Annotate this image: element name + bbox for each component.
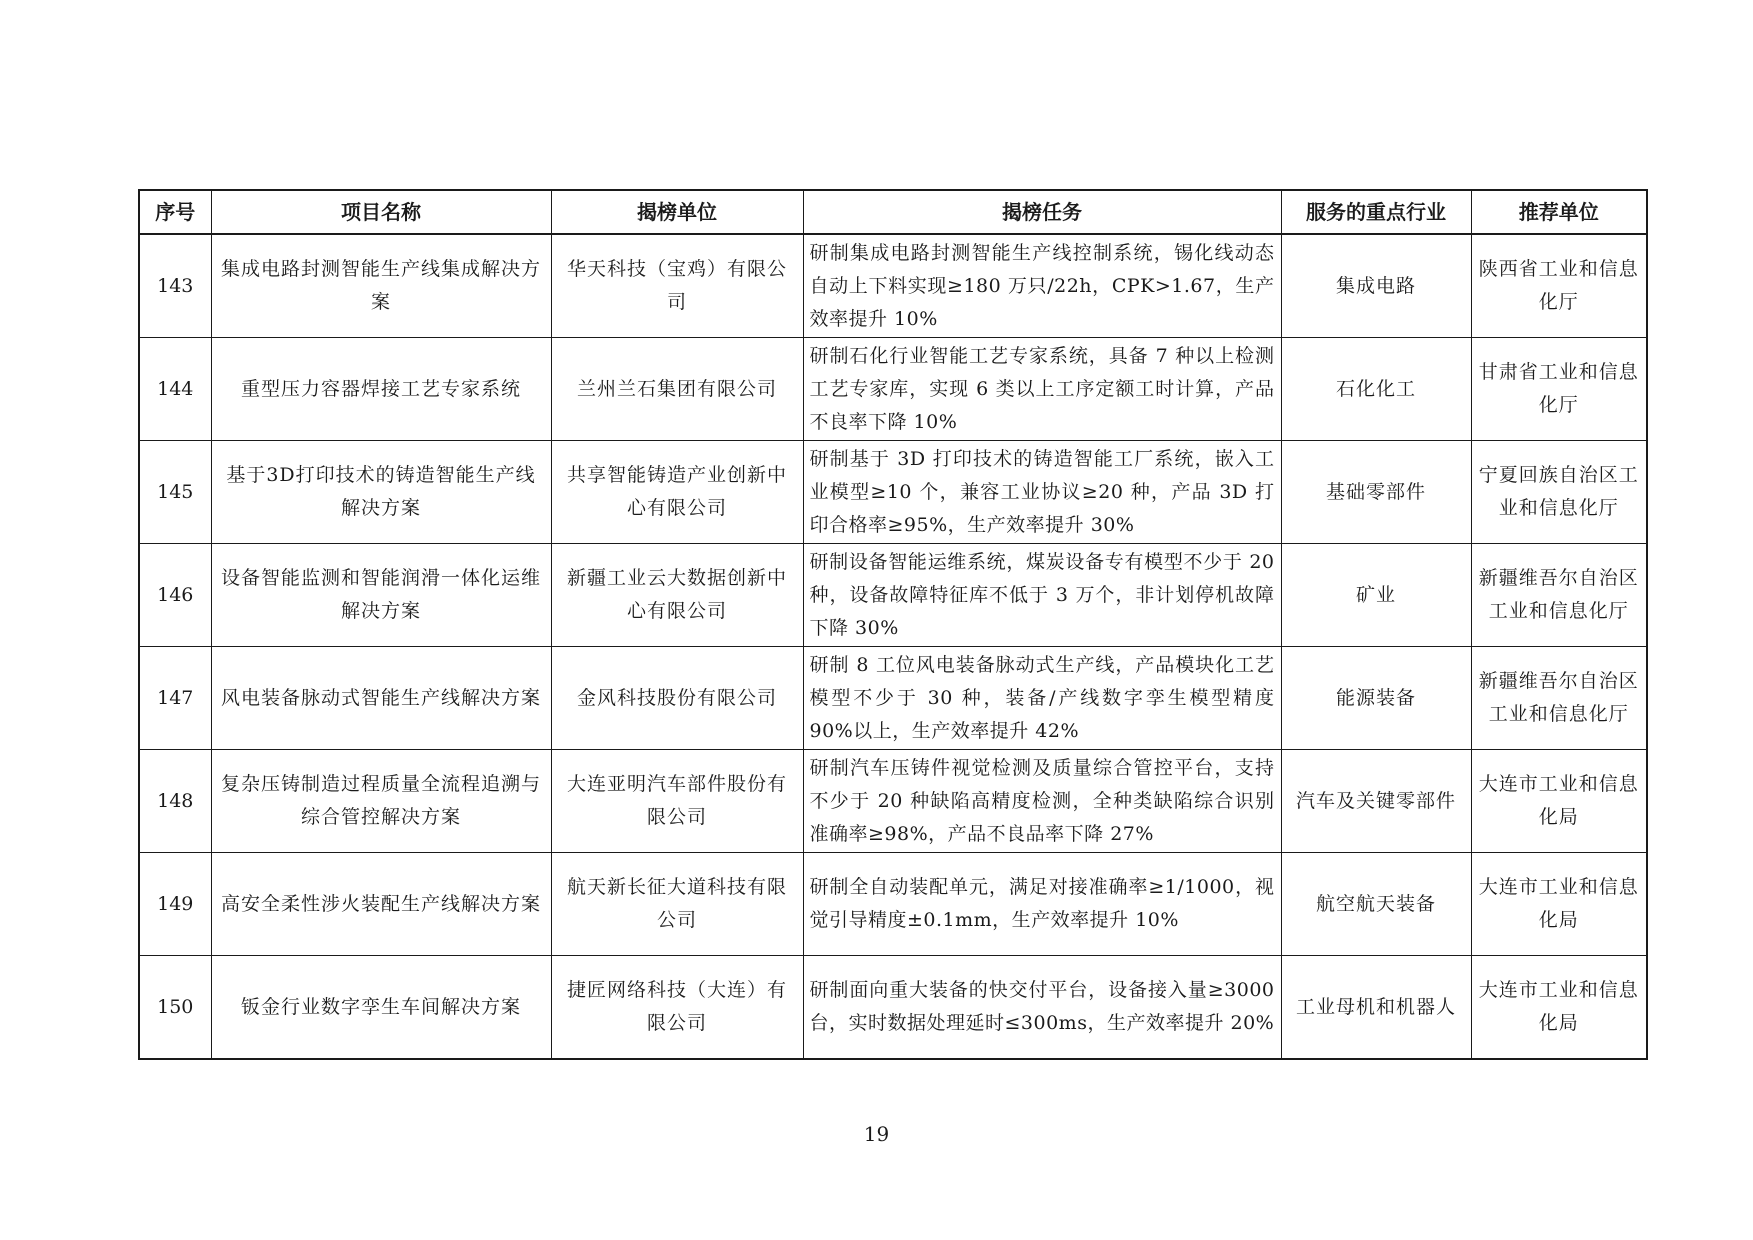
table-row [139, 338, 1647, 441]
cell-recommender: 大连市工业和信息化局 [1471, 750, 1647, 853]
cell-recommender: 甘肃省工业和信息化厅 [1471, 338, 1647, 441]
cell-project-name: 高安全柔性涉火装配生产线解决方案 [211, 853, 551, 956]
cell-unit: 华天科技（宝鸡）有限公司 [551, 234, 803, 338]
cell-unit: 新疆工业云大数据创新中心有限公司 [551, 544, 803, 647]
cell-recommender: 新疆维吾尔自治区工业和信息化厅 [1471, 544, 1647, 647]
cell-industry: 能源装备 [1281, 647, 1471, 750]
cell-industry: 基础零部件 [1281, 441, 1471, 544]
cell-task: 研制汽车压铸件视觉检测及质量综合管控平台，支持不少于 20 种缺陷高精度检测，全种类缺陷综合识别准确率≥98%，产品不良品率下降 27% [803, 750, 1281, 853]
table-row [139, 853, 1647, 956]
table-row [139, 956, 1647, 1060]
cell-industry: 工业母机和机器人 [1281, 956, 1471, 1060]
header-seq: 序号 [139, 190, 211, 234]
header-project-name: 项目名称 [211, 190, 551, 234]
cell-recommender: 大连市工业和信息化局 [1471, 853, 1647, 956]
cell-seq: 145 [139, 441, 211, 544]
cell-project-name: 钣金行业数字孪生车间解决方案 [211, 956, 551, 1060]
cell-seq: 149 [139, 853, 211, 956]
page-number: 19 [863, 1122, 890, 1146]
cell-recommender: 新疆维吾尔自治区工业和信息化厅 [1471, 647, 1647, 750]
table-row [139, 234, 1647, 338]
cell-project-name: 重型压力容器焊接工艺专家系统 [211, 338, 551, 441]
cell-industry: 汽车及关键零部件 [1281, 750, 1471, 853]
cell-recommender: 大连市工业和信息化局 [1471, 956, 1647, 1060]
cell-project-name: 风电装备脉动式智能生产线解决方案 [211, 647, 551, 750]
cell-unit: 兰州兰石集团有限公司 [551, 338, 803, 441]
cell-project-name: 设备智能监测和智能润滑一体化运维解决方案 [211, 544, 551, 647]
cell-industry: 航空航天装备 [1281, 853, 1471, 956]
cell-task: 研制设备智能运维系统，煤炭设备专有模型不少于 20 种，设备故障特征库不低于 3 万个，非计划停机故障下降 30% [803, 544, 1281, 647]
header-unit: 揭榜单位 [551, 190, 803, 234]
table-row [139, 441, 1647, 544]
cell-seq: 147 [139, 647, 211, 750]
cell-unit: 航天新长征大道科技有限公司 [551, 853, 803, 956]
cell-unit: 共享智能铸造产业创新中心有限公司 [551, 441, 803, 544]
table-header-row [139, 190, 1647, 234]
cell-industry: 集成电路 [1281, 234, 1471, 338]
cell-seq: 144 [139, 338, 211, 441]
cell-project-name: 复杂压铸制造过程质量全流程追溯与综合管控解决方案 [211, 750, 551, 853]
header-industry: 服务的重点行业 [1281, 190, 1471, 234]
cell-task: 研制全自动装配单元，满足对接准确率≥1/1000，视觉引导精度±0.1mm，生产效率提升 10% [803, 853, 1281, 956]
cell-recommender: 陕西省工业和信息化厅 [1471, 234, 1647, 338]
cell-seq: 148 [139, 750, 211, 853]
cell-unit: 捷匠网络科技（大连）有限公司 [551, 956, 803, 1060]
cell-recommender: 宁夏回族自治区工业和信息化厅 [1471, 441, 1647, 544]
cell-industry: 矿业 [1281, 544, 1471, 647]
cell-seq: 146 [139, 544, 211, 647]
table-row [139, 544, 1647, 647]
cell-unit: 大连亚明汽车部件股份有限公司 [551, 750, 803, 853]
cell-task: 研制面向重大装备的快交付平台，设备接入量≥3000 台，实时数据处理延时≤300ms，生产效率提升 20% [803, 956, 1281, 1060]
cell-project-name: 基于3D打印技术的铸造智能生产线解决方案 [211, 441, 551, 544]
header-task: 揭榜任务 [803, 190, 1281, 234]
cell-task: 研制石化行业智能工艺专家系统，具备 7 种以上检测工艺专家库，实现 6 类以上工序定额工时计算，产品不良率下降 10% [803, 338, 1281, 441]
project-table [138, 189, 1648, 1060]
cell-unit: 金风科技股份有限公司 [551, 647, 803, 750]
table-row [139, 750, 1647, 853]
cell-seq: 143 [139, 234, 211, 338]
header-recommender: 推荐单位 [1471, 190, 1647, 234]
cell-project-name: 集成电路封测智能生产线集成解决方案 [211, 234, 551, 338]
cell-task: 研制 8 工位风电装备脉动式生产线，产品模块化工艺模型不少于 30 种，装备/产线数字孪生模型精度 90%以上，生产效率提升 42% [803, 647, 1281, 750]
cell-seq: 150 [139, 956, 211, 1060]
cell-task: 研制集成电路封测智能生产线控制系统，锡化线动态自动上下料实现≥180 万只/22h，CPK>1.67，生产效率提升 10% [803, 234, 1281, 338]
cell-task: 研制基于 3D 打印技术的铸造智能工厂系统，嵌入工业模型≥10 个，兼容工业协议≥20 种，产品 3D 打印合格率≥95%，生产效率提升 30% [803, 441, 1281, 544]
table-row [139, 647, 1647, 750]
cell-industry: 石化化工 [1281, 338, 1471, 441]
